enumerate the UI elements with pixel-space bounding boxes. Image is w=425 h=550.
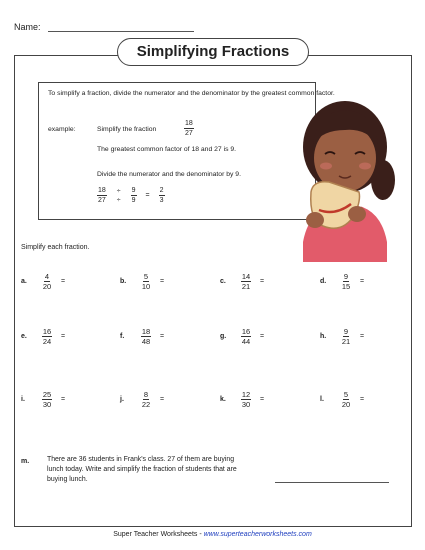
problem-fraction (338, 272, 354, 291)
numerator: 12 (241, 390, 251, 399)
denominator: 44 (241, 337, 251, 346)
problem-letter: l. (320, 396, 324, 403)
numerator: 9 (131, 187, 136, 194)
numerator: 25 (42, 390, 52, 399)
numerator: 14 (241, 272, 251, 281)
worksheet-title: Simplifying Fractions (117, 38, 309, 66)
problem-fraction (138, 390, 154, 409)
problem-letter: a. (21, 278, 27, 285)
problem-letter: h. (320, 333, 327, 340)
name-label: Name: (14, 22, 41, 32)
word-problem-text: There are 36 students in Frank's class. 27 of them are buying lunch today. Write and simplify the fraction of students that are buying lunch. (47, 456, 237, 483)
equals-sign: = (61, 278, 66, 285)
problem-letter: g. (220, 333, 227, 340)
problem-item (320, 390, 364, 409)
example-calculation (97, 186, 165, 205)
numerator: 2 (159, 187, 164, 194)
example-label: example: (48, 126, 76, 133)
numerator: 18 (98, 187, 106, 194)
problem-fraction (138, 327, 154, 346)
problem-fraction (138, 272, 154, 291)
footer (0, 531, 425, 538)
problem-item (21, 390, 65, 409)
problem-item (320, 272, 364, 291)
denominator: 3 (159, 197, 164, 204)
divide-text: Divide the numerator and the denominator by 9. (97, 171, 241, 178)
footer-link[interactable]: www.superteacherworksheets.com (203, 531, 312, 538)
problem-fraction (338, 327, 354, 346)
problem-fraction (238, 272, 254, 291)
equals-sign: = (360, 278, 365, 285)
divide-sign-bottom: ÷ (116, 196, 121, 204)
numerator: 9 (343, 327, 349, 336)
problem-item (120, 327, 164, 346)
equals-sign: = (160, 333, 165, 340)
denominator: 15 (341, 282, 351, 291)
problem-letter: i. (21, 396, 25, 403)
problem-item (220, 327, 264, 346)
example-text: Simplify the fraction (97, 126, 157, 133)
equals-sign: = (360, 333, 365, 340)
numerator: 4 (44, 272, 50, 281)
example-fraction (184, 119, 194, 138)
equals-sign: = (260, 333, 265, 340)
equals-sign: = (61, 333, 66, 340)
denominator: 22 (141, 400, 151, 409)
problem-letter: j. (120, 396, 124, 403)
problem-fraction (238, 390, 254, 409)
equals-sign: = (61, 396, 66, 403)
calc-fraction-original (97, 186, 107, 205)
calc-fraction-divisor (131, 186, 137, 205)
denominator: 48 (141, 337, 151, 346)
denominator: 27 (98, 197, 106, 204)
equals-sign: = (160, 278, 165, 285)
info-box (38, 82, 335, 220)
problem-fraction (338, 390, 354, 409)
denominator: 21 (341, 337, 351, 346)
numerator: 9 (343, 272, 349, 281)
equals-sign: = (260, 396, 265, 403)
problem-letter: k. (220, 396, 226, 403)
problem-fraction (39, 390, 55, 409)
denominator: 10 (141, 282, 151, 291)
denominator: 21 (241, 282, 251, 291)
numerator: 18 (185, 120, 193, 127)
denominator: 24 (42, 337, 52, 346)
name-field-line[interactable] (48, 31, 194, 32)
calc-fraction-result (159, 186, 165, 205)
numerator: 18 (141, 327, 151, 336)
numerator: 16 (42, 327, 52, 336)
word-problem-letter: m. (21, 458, 30, 465)
numerator: 8 (143, 390, 149, 399)
problem-item (21, 272, 65, 291)
problem-letter: b. (120, 278, 127, 285)
denominator: 9 (131, 197, 136, 204)
problem-fraction (39, 272, 55, 291)
problem-letter: d. (320, 278, 327, 285)
problem-item (320, 327, 364, 346)
denominator: 30 (241, 400, 251, 409)
numerator: 5 (343, 390, 349, 399)
problem-item (120, 272, 164, 291)
instruction-text: To simplify a fraction, divide the numerator and the denominator by the greatest common factor. (48, 90, 335, 97)
equals-sign: = (360, 396, 365, 403)
denominator: 20 (341, 400, 351, 409)
footer-text: Super Teacher Worksheets - (113, 531, 204, 538)
divide-sign-top: ÷ (116, 187, 121, 195)
denominator: 30 (42, 400, 52, 409)
problem-fraction (39, 327, 55, 346)
problem-letter: c. (220, 278, 226, 285)
problem-item (120, 390, 164, 409)
equals-sign: = (260, 278, 265, 285)
problem-letter: e. (21, 333, 27, 340)
problem-item (21, 327, 65, 346)
gcf-text: The greatest common factor of 18 and 27 is 9. (97, 146, 237, 153)
equals-sign: = (160, 396, 165, 403)
word-problem-answer-line[interactable] (275, 482, 389, 483)
numerator: 16 (241, 327, 251, 336)
calc-divide-signs (116, 187, 122, 205)
problem-item (220, 390, 264, 409)
problem-fraction (238, 327, 254, 346)
denominator: 27 (185, 130, 193, 137)
girl-eating-sandwich-illustration (285, 92, 405, 262)
numerator: 5 (143, 272, 149, 281)
calc-equals: = (145, 192, 150, 199)
denominator: 20 (42, 282, 52, 291)
section-instructions: Simplify each fraction. (21, 244, 90, 251)
problem-item (220, 272, 264, 291)
problem-letter: f. (120, 333, 125, 340)
